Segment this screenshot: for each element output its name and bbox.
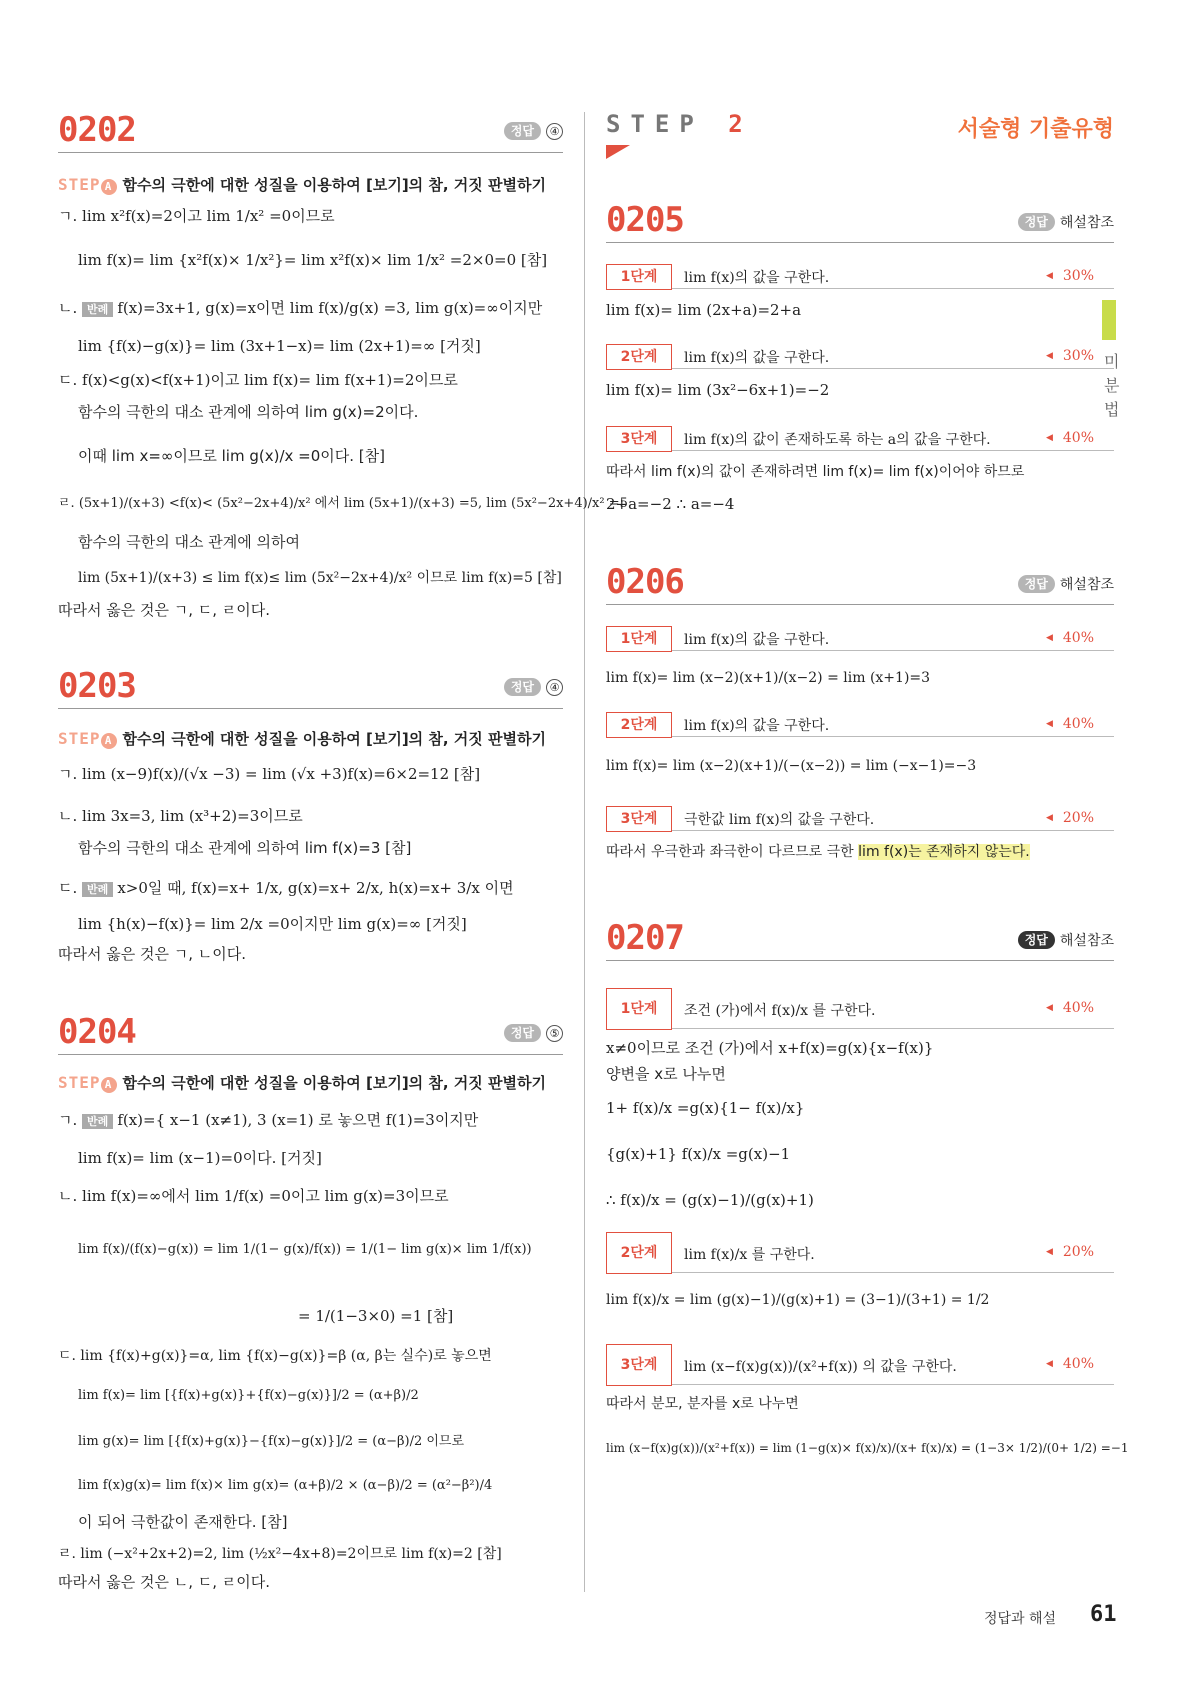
stage-row <box>606 426 1114 451</box>
stage-desc: lim f(x)/x 를 구한다. <box>684 1247 815 1263</box>
stage-desc: 조건 (가)에서 f(x)/x 를 구한다. <box>684 1003 876 1019</box>
solution-line: 따라서 우극한과 좌극한이 다르므로 극한 lim f(x)는 존재하지 않는다. <box>606 844 1030 860</box>
answer-badge <box>1018 930 1114 950</box>
step-heading: STEP A 함수의 극한에 대한 성질을 이용하여 [보기]의 참, 거짓 판별하기 <box>58 174 546 194</box>
solution-line: lim {f(x)−g(x)}= lim (3x+1−x)= lim (2x+1)=∞ [거짓] <box>78 337 481 355</box>
answer-label: 정답 <box>1018 575 1055 593</box>
side-tab-text: 미분법 <box>1104 352 1120 419</box>
answer-value: ④ <box>546 123 563 140</box>
flag-icon <box>606 145 630 159</box>
answer-label: 정답 <box>504 122 541 140</box>
problem-number: 0205 <box>606 200 684 240</box>
stage-desc: lim f(x)의 값을 구한다. <box>684 270 830 286</box>
stage-label: 3단계 <box>606 806 672 832</box>
solution-conclusion: 따라서 옳은 것은 ㄱ, ㄴ이다. <box>58 945 246 963</box>
answer-badge <box>1018 574 1114 594</box>
answer-value: 해설참조 <box>1059 215 1114 231</box>
counterexample-badge: 반례 <box>82 302 113 317</box>
highlighted-conclusion: lim f(x)는 존재하지 않는다. <box>858 844 1030 860</box>
stage-percent: ◀ 20% <box>1046 1244 1094 1260</box>
step2-label: STEP 2 <box>606 110 753 138</box>
solution-line: ㄷ. f(x)<g(x)<f(x+1)이고 lim f(x)= lim f(x+1)=2이므로 <box>58 371 458 389</box>
stage-row <box>606 1344 1114 1385</box>
stage-row <box>606 264 1114 289</box>
stage-percent: ◀ 40% <box>1046 630 1094 646</box>
answer-badge <box>504 1024 563 1042</box>
solution-line: ㄱ. lim (x−9)f(x)/(√x −3) = lim (√x +3)f(x)=6×2=12 [참] <box>58 765 481 783</box>
solution-line: ∴ f(x)/x = (g(x)−1)/(g(x)+1) <box>606 1191 814 1209</box>
solution-line: 함수의 극한의 대소 관계에 의하여 lim g(x)=2이다. <box>78 403 419 421</box>
solution-line: ㄱ. 반례 f(x)={ x−1 (x≠1), 3 (x=1) 로 놓으면 f(1)=3이지만 <box>58 1111 479 1129</box>
stage-label: 2단계 <box>606 344 672 370</box>
stage-label: 2단계 <box>606 712 672 738</box>
solution-line: 양변을 x로 나누면 <box>606 1065 726 1083</box>
solution-line: lim (x−f(x)g(x))/(x²+f(x)) = lim (1−g(x)× f(x)/x)/(x+ f(x)/x) = (1−3× 1/2)/(0+ 1/2) =−1 <box>606 1441 1129 1455</box>
solution-conclusion: 따라서 옳은 것은 ㄱ, ㄷ, ㄹ이다. <box>58 601 271 619</box>
solution-line: ㄷ. 반례 x>0일 때, f(x)=x+ 1/x, g(x)=x+ 2/x, h(x)=x+ 3/x 이면 <box>58 879 514 897</box>
solution-line: ㄹ. lim (−x²+2x+2)=2, lim (½x²−4x+8)=2이므로 lim f(x)=2 [참] <box>58 1546 502 1562</box>
problem-header-0203 <box>58 664 563 709</box>
answer-label: 정답 <box>504 1024 541 1042</box>
stage-label: 1단계 <box>606 264 672 290</box>
solution-line: 함수의 극한의 대소 관계에 의하여 lim f(x)=3 [참] <box>78 839 412 857</box>
problem-number: 0206 <box>606 562 684 602</box>
solution-line: lim f(x)= lim (2x+a)=2+a <box>606 301 802 319</box>
stage-percent: ◀ 40% <box>1046 1356 1094 1372</box>
problem-header-0205 <box>606 198 1114 243</box>
solution-conclusion: 따라서 옳은 것은 ㄴ, ㄷ, ㄹ이다. <box>58 1573 271 1591</box>
solution-line: lim f(x)= lim (x−2)(x+1)/(x−2) = lim (x+1)=3 <box>606 670 931 686</box>
problem-header-0204 <box>58 1010 563 1055</box>
problem-number: 0202 <box>58 110 136 150</box>
footer-label: 정답과 해설 <box>984 1611 1057 1627</box>
solution-line: lim f(x)g(x)= lim f(x)× lim g(x)= (α+β)/2 × (α−β)/2 = (α²−β²)/4 <box>78 1478 493 1493</box>
stage-row <box>606 712 1114 737</box>
step-heading: STEP A 함수의 극한에 대한 성질을 이용하여 [보기]의 참, 거짓 판별하기 <box>58 1072 546 1092</box>
solution-line: ㄹ. (5x+1)/(x+3) <f(x)< (5x²−2x+4)/x² 에서 lim (5x+1)/(x+3) =5, lim (5x²−2x+4)/x² =5 <box>58 496 628 511</box>
solution-line: 이 되어 극한값이 존재한다. [참] <box>78 1513 288 1531</box>
stage-row <box>606 344 1114 369</box>
solution-line: 1+ f(x)/x =g(x){1− f(x)/x} <box>606 1099 805 1117</box>
stage-desc: lim f(x)의 값이 존재하도록 하는 a의 값을 구한다. <box>684 432 991 448</box>
solution-line: ㄴ. 반례 f(x)=3x+1, g(x)=x이면 lim f(x)/g(x) =3, lim g(x)=∞이지만 <box>58 299 543 317</box>
problem-number: 0204 <box>58 1012 136 1052</box>
solution-line: ㄱ. lim x²f(x)=2이고 lim 1/x² =0이므로 <box>58 207 335 225</box>
solution-line: lim (5x+1)/(x+3) ≤ lim f(x)≤ lim (5x²−2x+4)/x² 이므로 lim f(x)=5 [참] <box>78 570 562 586</box>
stage-desc: lim (x−f(x)g(x))/(x²+f(x)) 의 값을 구한다. <box>684 1359 957 1375</box>
problem-header-0206 <box>606 560 1114 605</box>
counterexample-badge: 반례 <box>82 882 113 897</box>
answer-value: ④ <box>546 679 563 696</box>
stage-row <box>606 1232 1114 1273</box>
solution-line: ㄴ. lim f(x)=∞에서 lim 1/f(x) =0이고 lim g(x)=3이므로 <box>58 1187 449 1205</box>
stage-percent: ◀ 20% <box>1046 810 1094 826</box>
solution-line: 따라서 lim f(x)의 값이 존재하려면 lim f(x)= lim f(x)이어야 하므로 <box>606 464 1025 480</box>
answer-label: 정답 <box>1018 931 1055 949</box>
stage-desc: lim f(x)의 값을 구한다. <box>684 632 830 648</box>
stage-percent: ◀ 30% <box>1046 268 1094 284</box>
solution-line: ㄷ. lim {f(x)+g(x)}=α, lim {f(x)−g(x)}=β (α, β는 실수)로 놓으면 <box>58 1348 492 1364</box>
stage-percent: ◀ 40% <box>1046 716 1094 732</box>
solution-line: = 1/(1−3×0) =1 [참] <box>298 1307 454 1325</box>
stage-row <box>606 626 1114 651</box>
solution-line: x≠0이므로 조건 (가)에서 x+f(x)=g(x){x−f(x)} <box>606 1039 934 1057</box>
solution-line: lim f(x)/(f(x)−g(x)) = lim 1/(1− g(x)/f(x)) = 1/(1− lim g(x)× lim 1/f(x)) <box>78 1242 532 1257</box>
solution-line: lim f(x)= lim (x−2)(x+1)/(−(x−2)) = lim (−x−1)=−3 <box>606 758 977 774</box>
solution-line: 이때 lim x=∞이므로 lim g(x)/x =0이다. [참] <box>78 447 385 465</box>
stage-row <box>606 806 1114 831</box>
chapter-tab <box>1102 300 1116 340</box>
stage-percent: ◀ 40% <box>1046 1000 1094 1016</box>
page-number: 61 <box>1090 1602 1117 1627</box>
counterexample-badge: 반례 <box>82 1114 113 1129</box>
problem-number: 0203 <box>58 666 136 706</box>
answer-badge <box>504 122 563 140</box>
answer-label: 정답 <box>504 678 541 696</box>
solution-line: {g(x)+1} f(x)/x =g(x)−1 <box>606 1145 791 1163</box>
section-title: 서술형 기출유형 <box>957 117 1114 142</box>
stage-label: 1단계 <box>606 626 672 652</box>
solution-line: 함수의 극한의 대소 관계에 의하여 <box>78 533 300 551</box>
solution-line: lim g(x)= lim [{f(x)+g(x)}−{f(x)−g(x)}]/2 = (α−β)/2 이므로 <box>78 1434 465 1449</box>
solution-line: lim {h(x)−f(x)}= lim 2/x =0이지만 lim g(x)=∞ [거짓] <box>78 915 467 933</box>
answer-badge <box>1018 212 1114 232</box>
problem-header-0207 <box>606 916 1114 961</box>
answer-badge <box>504 678 563 696</box>
answer-value: 해설참조 <box>1059 933 1114 949</box>
stage-desc: lim f(x)의 값을 구한다. <box>684 350 830 366</box>
solution-line: lim f(x)= lim (3x²−6x+1)=−2 <box>606 381 830 399</box>
step-heading: STEP A 함수의 극한에 대한 성질을 이용하여 [보기]의 참, 거짓 판별하기 <box>58 728 546 748</box>
solution-line: lim f(x)= lim (x−1)=0이다. [거짓] <box>78 1149 322 1167</box>
stage-percent: ◀ 30% <box>1046 348 1094 364</box>
stage-label: 3단계 <box>606 426 672 452</box>
answer-label: 정답 <box>1018 213 1055 231</box>
problem-header-0202 <box>58 108 563 153</box>
answer-value: ⑤ <box>546 1025 563 1042</box>
stage-label: 1단계 <box>606 988 672 1030</box>
solution-line: lim f(x)= lim [{f(x)+g(x)}+{f(x)−g(x)}]/2 = (α+β)/2 <box>78 1388 419 1403</box>
answer-value: 해설참조 <box>1059 577 1114 593</box>
stage-percent: ◀ 40% <box>1046 430 1094 446</box>
solution-line: 2+a=−2 ∴ a=−4 <box>606 495 735 513</box>
stage-label: 2단계 <box>606 1232 672 1274</box>
stage-desc: 극한값 lim f(x)의 값을 구한다. <box>684 812 875 828</box>
stage-desc: lim f(x)의 값을 구한다. <box>684 718 830 734</box>
stage-label: 3단계 <box>606 1344 672 1386</box>
problem-number: 0207 <box>606 918 684 958</box>
solution-line: lim f(x)/x = lim (g(x)−1)/(g(x)+1) = (3−1)/(3+1) = 1/2 <box>606 1292 990 1308</box>
solution-line: ㄴ. lim 3x=3, lim (x³+2)=3이므로 <box>58 807 303 825</box>
stage-row <box>606 988 1114 1029</box>
solution-line: 따라서 분모, 분자를 x로 나누면 <box>606 1396 799 1412</box>
solution-line: lim f(x)= lim {x²f(x)× 1/x²}= lim x²f(x)× lim 1/x² =2×0=0 [참] <box>78 251 548 269</box>
column-divider <box>584 112 585 1592</box>
